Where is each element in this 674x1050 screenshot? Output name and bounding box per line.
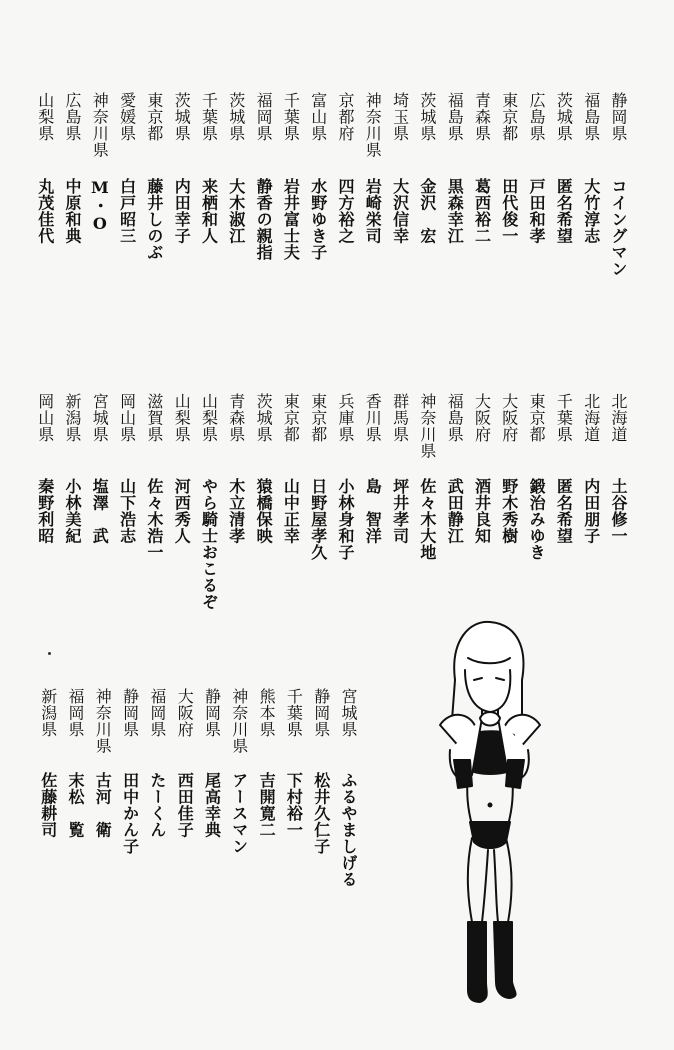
contributor-name: 小林美紀 (63, 478, 82, 544)
prefecture-label: 神奈川県 (363, 92, 383, 158)
contributor-name: 静香の親指 (254, 178, 274, 261)
prefecture-label: 福島県 (445, 92, 465, 142)
contributor-name: 野木秀樹 (499, 478, 519, 544)
contributor-name: 吉開寛二 (257, 772, 277, 838)
contributor-name: 中原和典 (63, 178, 82, 244)
prefecture-label: 茨城県 (226, 92, 246, 142)
prefecture-label: 山梨県 (35, 92, 55, 142)
contributor-name: 山下浩志 (117, 478, 137, 544)
contributor-name: 丸茂佳代 (35, 178, 55, 244)
prefecture-label: 大阪府 (175, 688, 195, 738)
contributor-name: 来栖和人 (199, 178, 219, 244)
contributor-name: 松井久仁子 (311, 772, 331, 855)
prefecture-label: 愛媛県 (117, 92, 137, 142)
prefecture-label: 富山県 (308, 92, 328, 142)
prefecture-label: 静岡県 (120, 688, 140, 738)
contributor-name: 岩崎栄司 (363, 178, 383, 244)
prefecture-label: 北海道 (609, 393, 628, 443)
prefecture-label: 茨城県 (172, 92, 192, 142)
prefecture-label: 神奈川県 (229, 688, 249, 754)
prefecture-label: 滋賀県 (144, 393, 164, 443)
prefecture-label: 新潟県 (63, 393, 82, 443)
contributor-name: 小林身和子 (336, 478, 355, 561)
contributor-name: 内田幸子 (172, 178, 192, 244)
contributor-name: 佐藤耕司 (38, 772, 58, 838)
prefecture-label: 茨城県 (554, 92, 574, 142)
prefecture-label: 埼玉県 (390, 92, 410, 142)
prefecture-label: 京都府 (336, 92, 355, 142)
prefecture-label: 神奈川県 (417, 393, 437, 459)
prefecture-label: 山梨県 (199, 393, 219, 443)
prefecture-label: 福岡県 (254, 92, 274, 142)
contributor-name: M・O (90, 178, 110, 234)
prefecture-label: 静岡県 (202, 688, 222, 738)
contributor-name: 葛西裕二 (472, 178, 492, 244)
prefecture-label: 茨城県 (417, 92, 437, 142)
contributor-name: 土谷修一 (609, 478, 628, 544)
contributor-name: 佐々木大地 (417, 478, 437, 561)
prefecture-label: 神奈川県 (90, 92, 110, 158)
contributor-name: 坪井孝司 (390, 478, 410, 544)
contributor-name: 尾高幸典 (202, 772, 222, 838)
girl-illustration (410, 610, 560, 1020)
prefecture-label: 熊本県 (257, 688, 277, 738)
prefecture-label: 新潟県 (38, 688, 58, 738)
prefecture-label: 福岡県 (147, 688, 167, 738)
contributor-name: 匿名希望 (554, 478, 574, 544)
prefecture-label: 宮城県 (339, 688, 358, 738)
contributor-name: 内田朋子 (581, 478, 601, 544)
prefecture-label: 青森県 (226, 393, 246, 443)
prefecture-label: 東京都 (144, 92, 164, 142)
contributor-name: 鍛治みゆき (527, 478, 547, 561)
contributor-name: 秦野利昭 (35, 478, 55, 544)
contributor-name: 日野屋孝久 (308, 478, 328, 561)
contributor-name: 下村裕一 (284, 772, 304, 838)
prefecture-label: 兵庫県 (336, 393, 355, 443)
contributor-name: 田中かん子 (120, 772, 140, 855)
prefecture-label: 千葉県 (554, 393, 574, 443)
prefecture-label: 山梨県 (172, 393, 192, 443)
contributor-name: コイングマン (609, 178, 628, 277)
prefecture-label: 広島県 (527, 92, 547, 142)
contributor-name: 白戸昭三 (117, 178, 137, 244)
contributor-name: 河西秀人 (172, 478, 192, 544)
contributor-name: やら騎士おこるぞ (199, 478, 219, 610)
contributor-name: 木立清孝 (226, 478, 246, 544)
contributor-name: 山中正幸 (281, 478, 301, 544)
prefecture-label: 千葉県 (199, 92, 219, 142)
contributor-name: 四方裕之 (336, 178, 355, 244)
contributor-name: ふるやましげる (339, 772, 358, 888)
prefecture-label: 宮城県 (90, 393, 110, 443)
prefecture-label: 福島県 (445, 393, 465, 443)
contributor-name: たーくん (147, 772, 167, 838)
prefecture-label: 東京都 (308, 393, 328, 443)
prefecture-label: 香川県 (363, 393, 383, 443)
prefecture-label: 広島県 (63, 92, 82, 142)
contributor-name: 匿名希望 (554, 178, 574, 244)
prefecture-label: 福岡県 (66, 688, 85, 738)
prefecture-label: 大阪府 (472, 393, 492, 443)
contributor-name: 戸田和孝 (527, 178, 547, 244)
contributor-name: 水野ゆき子 (308, 178, 328, 261)
contributor-name: 西田佳子 (175, 772, 195, 838)
contributor-name: 猿橋保映 (254, 478, 274, 544)
contributor-name: 島 智洋 (363, 478, 383, 544)
prefecture-label: 大阪府 (499, 393, 519, 443)
contributor-name: 藤井しのぶ (144, 178, 164, 261)
prefecture-label: 東京都 (527, 393, 547, 443)
contributor-name: 岩井富士夫 (281, 178, 301, 261)
prefecture-label: 静岡県 (609, 92, 628, 142)
prefecture-label: 群馬県 (390, 393, 410, 443)
prefecture-label: 茨城県 (254, 393, 274, 443)
prefecture-label: 岡山県 (35, 393, 55, 443)
prefecture-label: 神奈川県 (93, 688, 113, 754)
ink-speck (48, 652, 51, 655)
prefecture-label: 東京都 (499, 92, 519, 142)
contributor-name: アースマン (229, 772, 249, 855)
prefecture-label: 青森県 (472, 92, 492, 142)
contributor-name: 黒森幸江 (445, 178, 465, 244)
prefecture-label: 千葉県 (284, 688, 304, 738)
contributor-name: 塩澤 武 (90, 478, 110, 544)
contributor-name: 武田静江 (445, 478, 465, 544)
contributor-name: 大竹淳志 (581, 178, 601, 244)
prefecture-label: 岡山県 (117, 393, 137, 443)
contributor-name: 大木淑江 (226, 178, 246, 244)
prefecture-label: 東京都 (281, 393, 301, 443)
contributor-name: 酒井良知 (472, 478, 492, 544)
prefecture-label: 静岡県 (311, 688, 331, 738)
contributor-name: 佐々木浩一 (144, 478, 164, 561)
prefecture-label: 北海道 (581, 393, 601, 443)
contributor-name: 金沢 宏 (417, 178, 437, 244)
contributor-name: 末松 覧 (66, 772, 85, 838)
contributor-name: 古河 衛 (93, 772, 113, 838)
contributor-name: 大沢信幸 (390, 178, 410, 244)
prefecture-label: 福島県 (581, 92, 601, 142)
contributor-name: 田代俊一 (499, 178, 519, 244)
prefecture-label: 千葉県 (281, 92, 301, 142)
